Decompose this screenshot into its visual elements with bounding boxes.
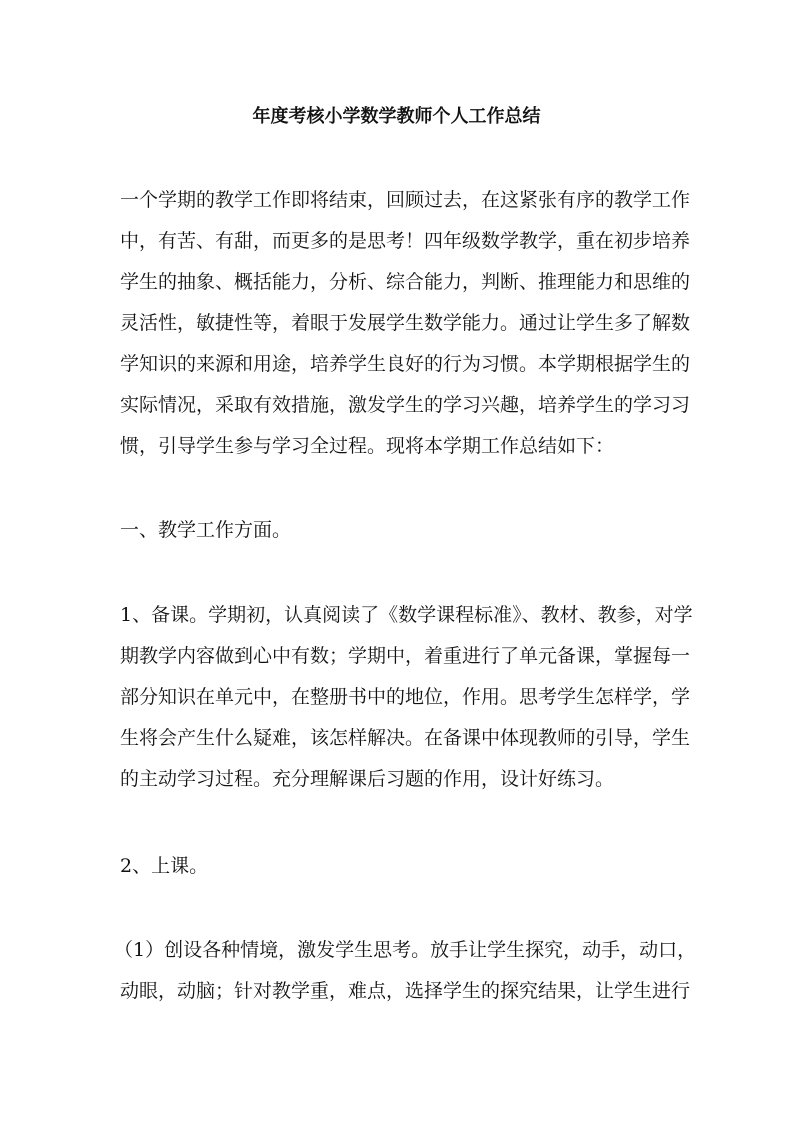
text-line: 一个学期的教学工作即将结束，回顾过去，在这紧张有序的教学工作 — [120, 189, 691, 211]
intro-paragraph — [120, 180, 691, 467]
text-line: 学知识的来源和用途，培养学生良好的行为习惯。本学期根据学生的 — [120, 353, 691, 375]
text-line: 生将会产生什么疑难，该怎样解决。在备课中体现教师的引导，学生 — [120, 727, 691, 749]
text-line: 部分知识在单元中，在整册书中的地位，作用。思考学生怎样学，学 — [120, 686, 691, 708]
document-title: 年度考核小学数学教师个人工作总结 — [252, 106, 541, 127]
section-heading: 一、教学工作方面。 — [120, 519, 292, 541]
text-line: 的主动学习过程。充分理解课后习题的作用，设计好练习。 — [120, 768, 615, 790]
item-1-paragraph — [120, 595, 693, 800]
text-line: 中，有苦、有甜，而更多的是思考！四年级数学教学，重在初步培养 — [120, 230, 691, 252]
text-line: 惯，引导学生参与学习全过程。现将本学期工作总结如下： — [120, 435, 615, 457]
text-line: 期教学内容做到心中有数；学期中，着重进行了单元备课，掌握每一 — [120, 645, 691, 667]
text-line: 动眼，动脑；针对教学重，难点，选择学生的探究结果，让学生进行 — [120, 980, 691, 1002]
text-line: 灵活性，敏捷性等，着眼于发展学生数学能力。通过让学生多了解数 — [120, 312, 691, 334]
text-line: 学生的抽象、概括能力，分析、综合能力，判断、推理能力和思维的 — [120, 271, 691, 293]
text-line: （1）创设各种情境，激发学生思考。放手让学生探究，动手，动口， — [114, 939, 697, 961]
text-line: 1、备课。学期初，认真阅读了《数学课程标准》、教材、教参，对学 — [120, 604, 693, 626]
item-2-heading: 2、上课。 — [120, 855, 209, 877]
item-2-sub-1-paragraph — [114, 930, 697, 1012]
text-line: 实际情况，采取有效措施，激发学生的学习兴趣，培养学生的学习习 — [120, 394, 691, 416]
